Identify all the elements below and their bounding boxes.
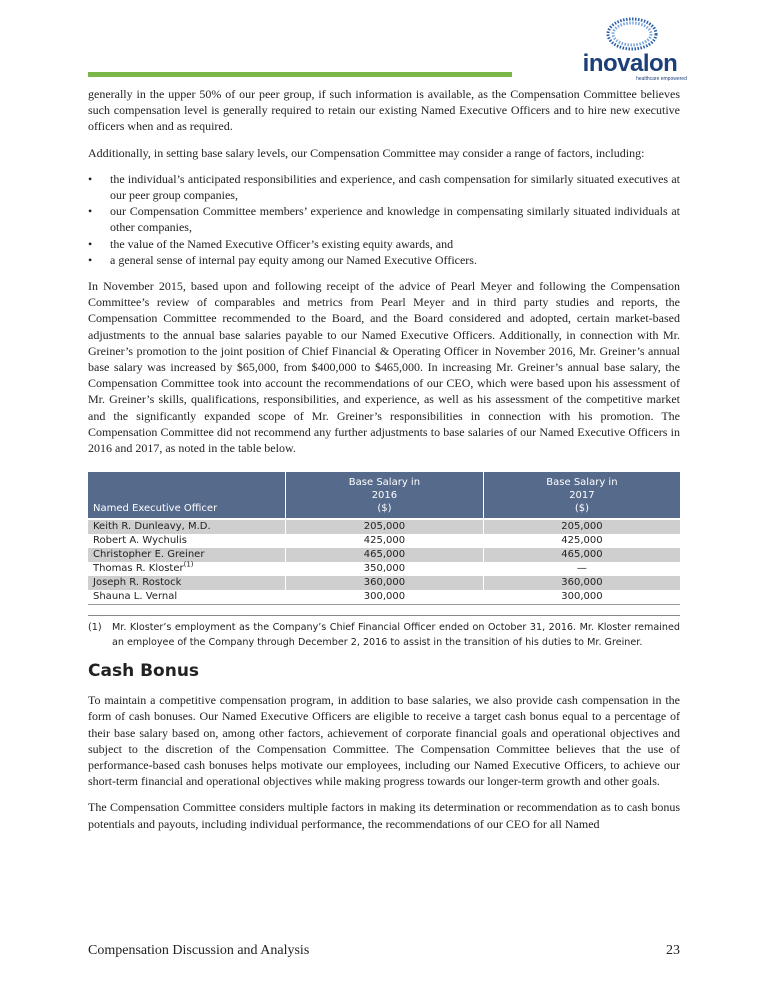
table-row xyxy=(88,562,680,576)
column-header-officer: Named Executive Officer xyxy=(88,472,286,519)
salary-2017: — xyxy=(576,563,587,575)
salary-2017: 425,000 xyxy=(561,535,603,547)
salary-2016: 465,000 xyxy=(286,548,484,562)
paragraph: Additionally, in setting base salary levels, our Compensation Committee may consider a range of factors, including: xyxy=(88,145,645,160)
table-row xyxy=(88,534,680,548)
salary-2017: 465,000 xyxy=(483,548,680,562)
logo-tagline: healthcare empowered xyxy=(636,76,687,82)
officer-name: Robert A. Wychulis xyxy=(88,534,286,548)
salary-2017: 205,000 xyxy=(483,519,680,534)
base-salary-table xyxy=(88,472,680,605)
paragraph: The Compensation Committee considers multiple factors in making its determination or recommendation as to cash bonus potentials and payouts, including individual performance, the recommendations of our CEO for all Named xyxy=(88,800,680,831)
column-header-2017: Base Salary in 2017 ($) xyxy=(483,472,680,519)
table-row xyxy=(88,519,680,534)
list-item: • a general sense of internal pay equity among our Named Executive Officers. xyxy=(88,252,680,268)
officer-name: Thomas R. Kloster$^{(1)}$ xyxy=(88,562,286,576)
officer-name: Christopher E. Greiner xyxy=(88,548,286,562)
column-header-2016: Base Salary in 2016 ($) xyxy=(286,472,484,519)
paragraph: In November 2015, based upon and following receipt of the advice of Pearl Meyer and following the Compensation Committee’s review of comparables and metrics from Pearl Meyer and in third party studies and reports, the Compensation Committee recommended to the Board, and the Board considered and adopted, certain market-based adjustments to the annual base salaries payable to our Named Executive Officers. Additionally, in connection with Mr. Greiner’s promotion to the joint position of Chief Financial & Operating Officer in November 2016, Mr. Greiner’s annual base salary was increased by $65,000, from $400,000 to $465,000. In increasing Mr. Greiner’s annual base salary, the Compensation Committee took into account the recommendations of our CEO, which were based upon his assessment of Mr. Greiner’s skills, qualifications, responsibilities, and experience, as well as his assessment of the competitive market and the significantly expanded scope of Mr. Greiner’s responsibilities in connection with his promotion. The Compensation Committee did not recommend any further adjustments to base salaries of our Named Executive Officers in 2016 and 2017, as noted in the table below. xyxy=(88,279,680,456)
salary-2017: 360,000 xyxy=(483,576,680,590)
paragraph: To maintain a competitive compensation program, in addition to base salaries, we also provide cash compensation in the form of cash bonuses. Our Named Executive Officers are eligible to receive a target cash bonus equal to a percentage of their base salary based on, among other factors, achievement of corporate financial goals and operational objectives and subject to the discretion of the Compensation Committee. The Compensation Committee believes that the use of performance-based cash bonuses helps motivate our employees, including our Named Executive Officers, to achieve our short-term financial and operational objectives while making progress towards our longer-term growth and other goals. xyxy=(88,693,680,789)
salary-2016: 300,000 xyxy=(286,590,484,605)
officer-name: Joseph R. Rostock xyxy=(88,576,286,590)
footnote: (1) Mr. Kloster’s employment as the Company’s Chief Financial Officer ended on October 31, 2016. Mr. Kloster remained an employee of the Company through December 2, 2016 to assist in the transition of his duties to Mr. Greiner. xyxy=(88,622,680,649)
page-footer xyxy=(88,928,680,960)
salary-2017: 300,000 xyxy=(483,590,680,605)
page-number: 23 xyxy=(666,943,680,958)
paragraph: generally in the upper 50% of our peer group, if such information is available, as the Compensation Committee believes such compensation level is generally required to retain our existing Named Executive Officers and to hire new executive officers when and as required. xyxy=(88,87,680,134)
officer-name: Keith R. Dunleavy, M.D. xyxy=(88,519,286,534)
list-item: • our Compensation Committee members’ experience and knowledge in compensating similarly situated individuals at other companies, xyxy=(88,203,680,235)
masthead xyxy=(88,0,687,86)
list-item: • the individual’s anticipated responsibilities and experience, and cash compensation for similarly situated executives at our peer group companies, xyxy=(88,171,680,203)
factor-list xyxy=(88,171,680,268)
header-accent-bar xyxy=(88,72,512,77)
salary-2016: 205,000 xyxy=(286,519,484,534)
salary-2016: 425,000 xyxy=(286,534,484,548)
officer-name: Shauna L. Vernal xyxy=(88,590,286,605)
table-row xyxy=(88,590,680,605)
inovalon-logo xyxy=(570,14,690,84)
section-heading: Cash Bonus xyxy=(88,661,200,682)
salary-2016: 350,000 xyxy=(286,562,484,576)
salary-2016: 360,000 xyxy=(286,576,484,590)
footer-section-title: Compensation Discussion and Analysis xyxy=(88,943,310,958)
table-row xyxy=(88,576,680,590)
logo-wordmark: inovalon xyxy=(582,50,678,77)
list-item: • the value of the Named Executive Officer’s existing equity awards, and xyxy=(88,236,680,252)
logo-swirl-icon xyxy=(570,14,690,54)
footnote-divider xyxy=(88,615,680,616)
table-row xyxy=(88,548,680,562)
